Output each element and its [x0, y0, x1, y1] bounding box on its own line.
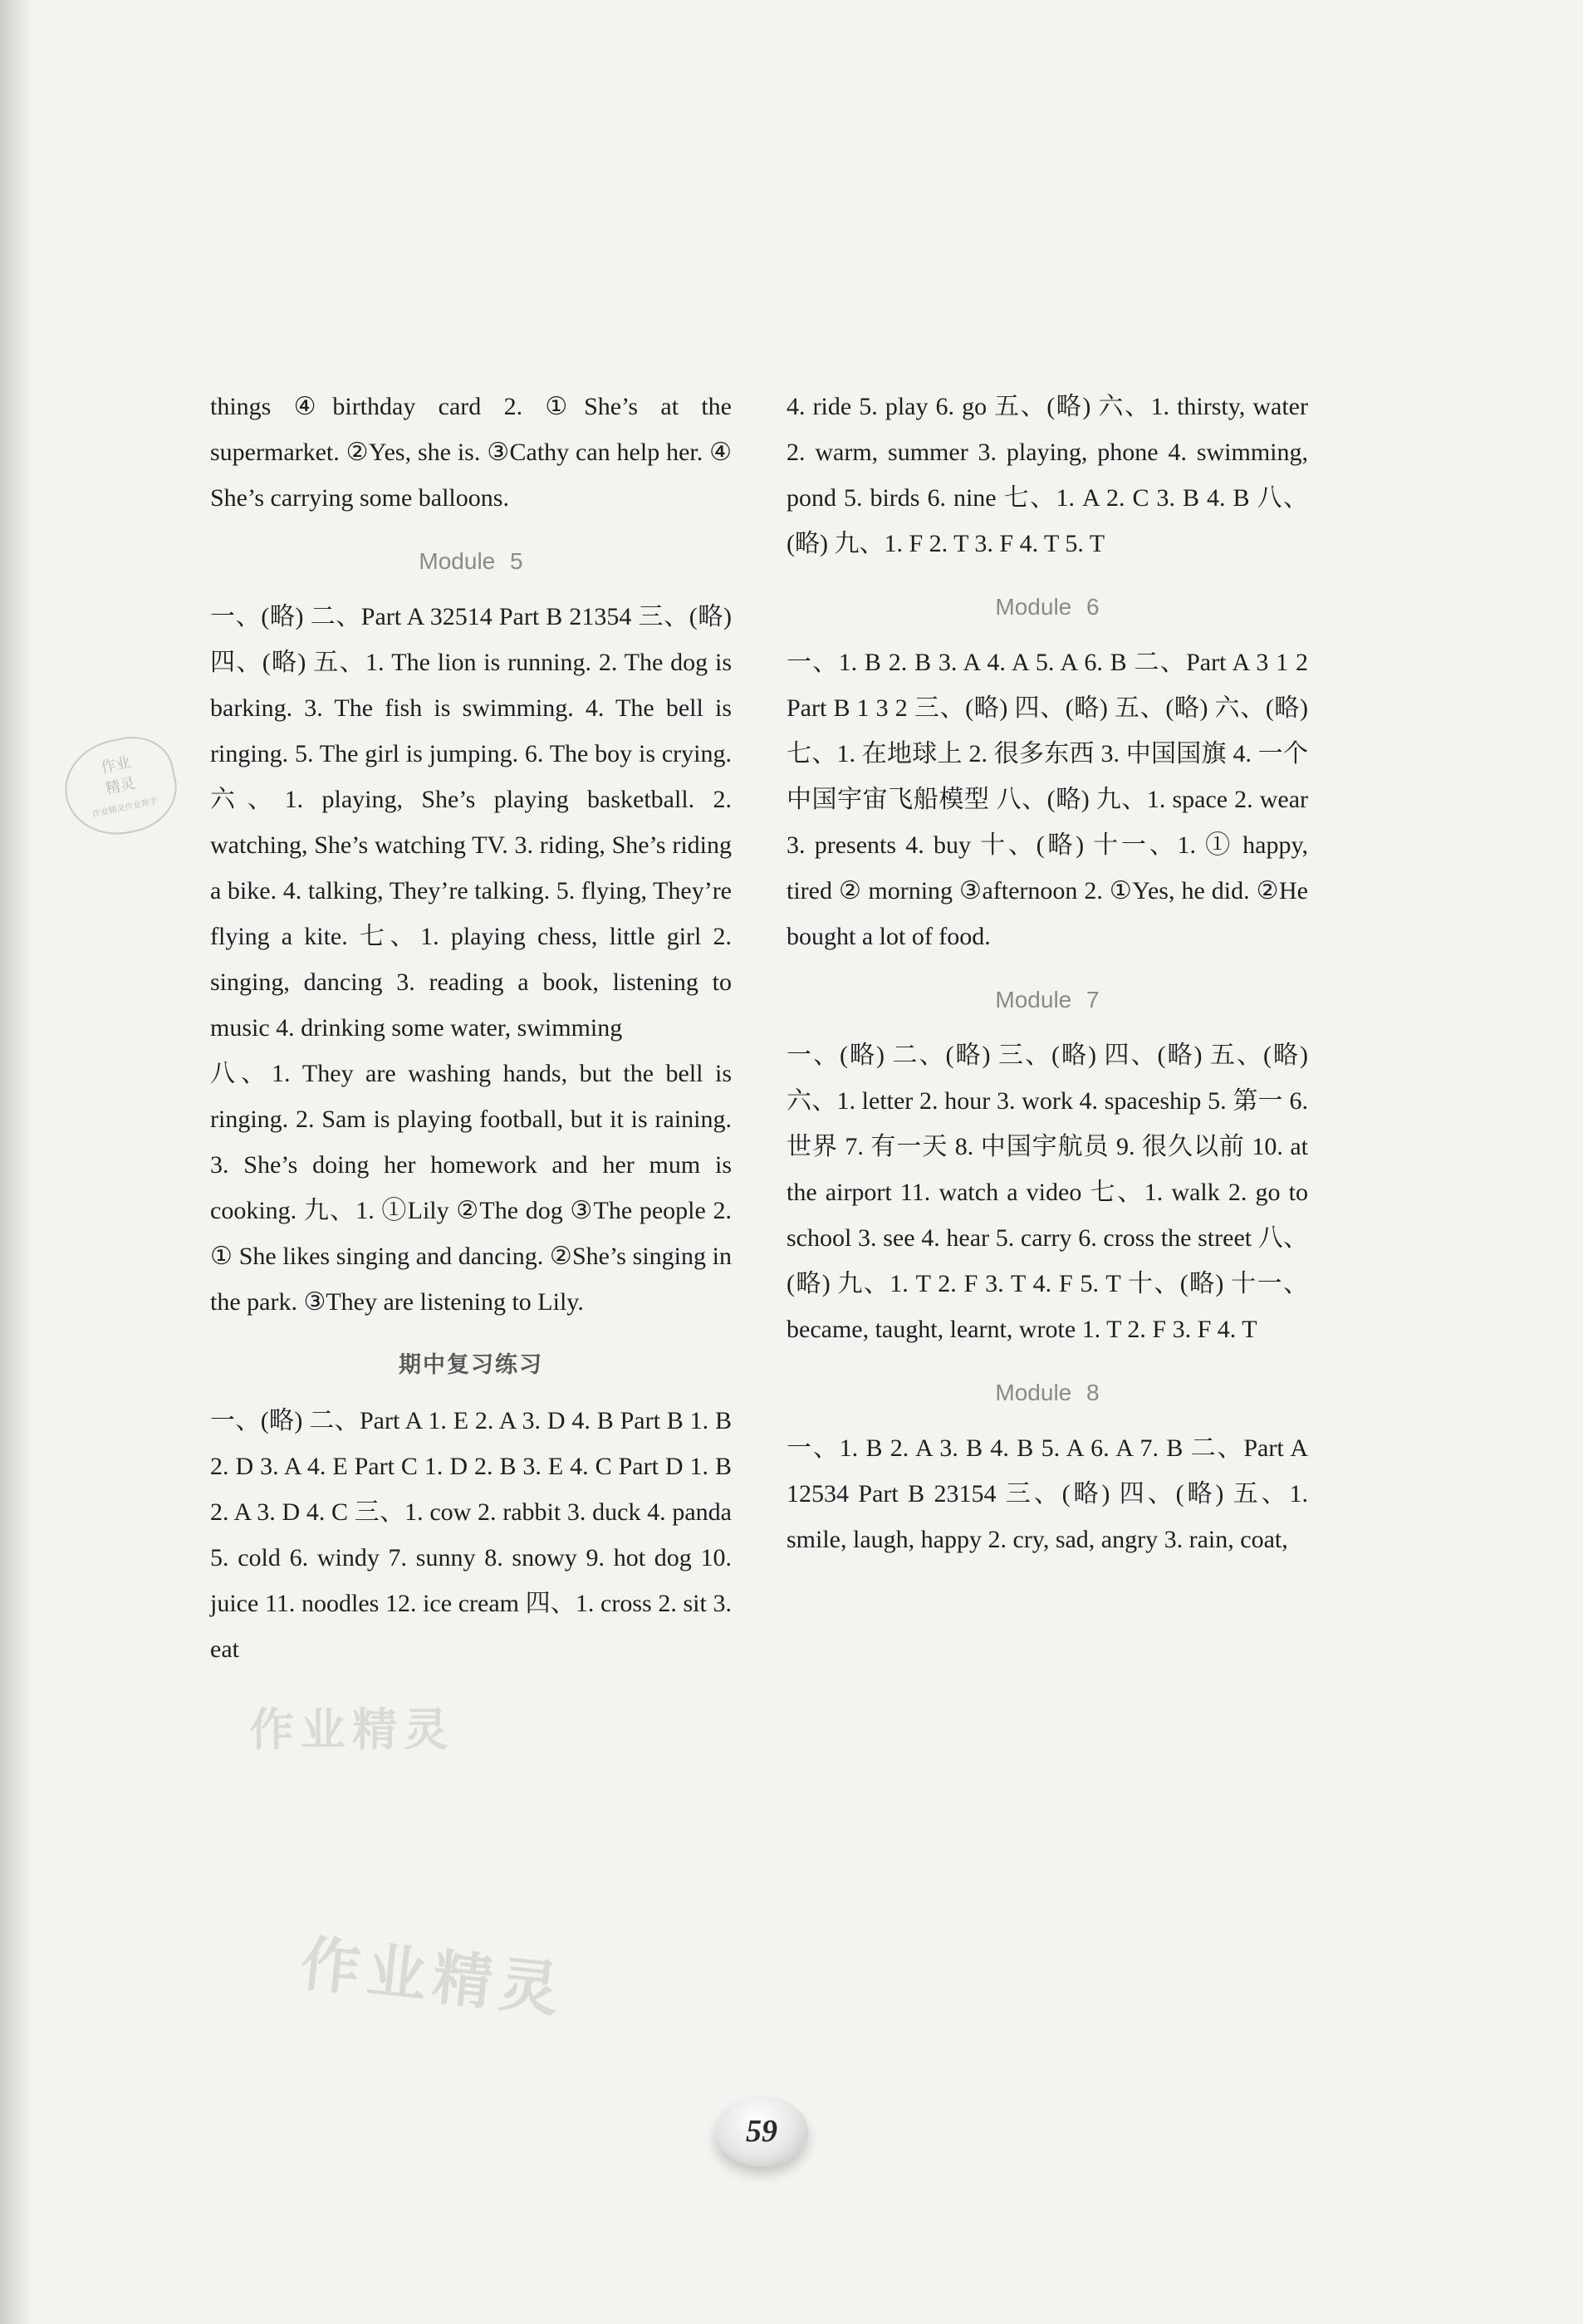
module-8-heading: Module 8 — [995, 1380, 1100, 1405]
watermark-text-2: 作业精灵 — [297, 1928, 569, 2026]
watermark-text-1: 作业精灵 — [249, 1704, 455, 1756]
left-column — [210, 384, 732, 1672]
right-column — [787, 384, 1308, 1562]
stamp-line-1: 作业 — [99, 753, 133, 777]
stamp-line-3: 作业精灵作业帮手 — [91, 797, 159, 820]
answer-paragraph-continued-right: 4. ride 5. play 6. go 五、(略) 六、1. thirsty, water 2. warm, summer 3. playing, phone 4. swimming, pond 5. birds 6. nine 七、1. A 2. C 3. B 4. B 八、(略) 九、1. F 2. T 3. F 4. T 5. T — [787, 393, 1308, 557]
module-7-heading: Module 7 — [995, 987, 1100, 1012]
module-8-answers: 一、1. B 2. A 3. B 4. B 5. A 6. A 7. B 二、Part A 12534 Part B 23154 三、(略) 四、(略) 五、1. smile, laugh, happy 2. cry, sad, angry 3. rain, coat, — [787, 1434, 1308, 1553]
module-7-answers: 一、(略) 二、(略) 三、(略) 四、(略) 五、(略) 六、1. letter 2. hour 3. work 4. spaceship 5. 第一 6. 世界 7. 有一天 8. 中国宇航员 9. 很久以前 10. at the airport 11. watch a video 七、1. walk 2. go to school 3. see 4. hear 5. carry 6. cross the street 八、(略) 九、1. T 2. F 3. T 4. F 5. T 十、(略) 十一、became, taught, learnt, wrote 1. T 2. F 3. F 4. T — [787, 1042, 1308, 1343]
module-6-answers: 一、1. B 2. B 3. A 4. A 5. A 6. B 二、Part A 3 1 2 Part B 1 3 2 三、(略) 四、(略) 五、(略) 六、(略) 七、1. 在地球上 2. 很多东西 3. 中国国旗 4. 一个中国宇宙飞船模型 八、(略) 九、1. space 2. wear 3. presents 4. buy 十、(略) 十一、1. ① happy, tired ② morning ③afternoon 2. ①Yes, he did. ②He bought a lot of food. — [787, 649, 1308, 950]
module-6-heading: Module 6 — [995, 594, 1100, 620]
module-5-answers-part2: 八、1. They are washing hands, but the bell is ringing. 2. Sam is playing football, but it is raining. 3. She’s doing her homework and her mum is cooking. 九、1. ①Lily ②The dog ③The people 2. ① She likes singing and dancing. ②She’s singing in the park. ③They are listening to Lily. — [210, 1060, 732, 1316]
page-number-badge: 59 — [715, 2096, 808, 2166]
midterm-review-answers: 一、(略) 二、Part A 1. E 2. A 3. D 4. B Part B 1. B 2. D 3. A 4. E Part C 1. D 2. B 3. E 4. C Part D 1. B 2. A 3. D 4. C 三、1. cow 2. rabbit 3. duck 4. panda 5. cold 6. windy 7. sunny 8. snowy 9. hot dog 10. juice 11. noodles 12. ice cream 四、1. cross 2. sit 3. eat — [210, 1407, 732, 1663]
midterm-review-heading: 期中复习练习 — [399, 1352, 543, 1378]
watermark-stamp-logo — [56, 728, 185, 844]
page-edge-shadow — [0, 0, 32, 2324]
module-5-answers: 一、(略) 二、Part A 32514 Part B 21354 三、(略) 四、(略) 五、1. The lion is running. 2. The dog is barking. 3. The fish is swimming. 4. The bell is ringing. 5. The girl is jumping. 6. The boy is crying. 六、1. playing, She’s playing basketball. 2. watching, She’s watching TV. 3. riding, She’s riding a bike. 4. talking, They’re talking. 5. flying, They’re flying a kite. 七、1. playing chess, little girl 2. singing, dancing 3. reading a book, listening to music 4. drinking some water, swimming — [210, 603, 732, 1042]
stamp-line-2: 精灵 — [104, 774, 137, 798]
module-5-heading: Module 5 — [419, 548, 523, 574]
answer-paragraph-continued: things ④birthday card 2. ①She’s at the supermarket. ②Yes, she is. ③Cathy can help her. ④ She’s carrying some balloons. — [210, 393, 732, 512]
